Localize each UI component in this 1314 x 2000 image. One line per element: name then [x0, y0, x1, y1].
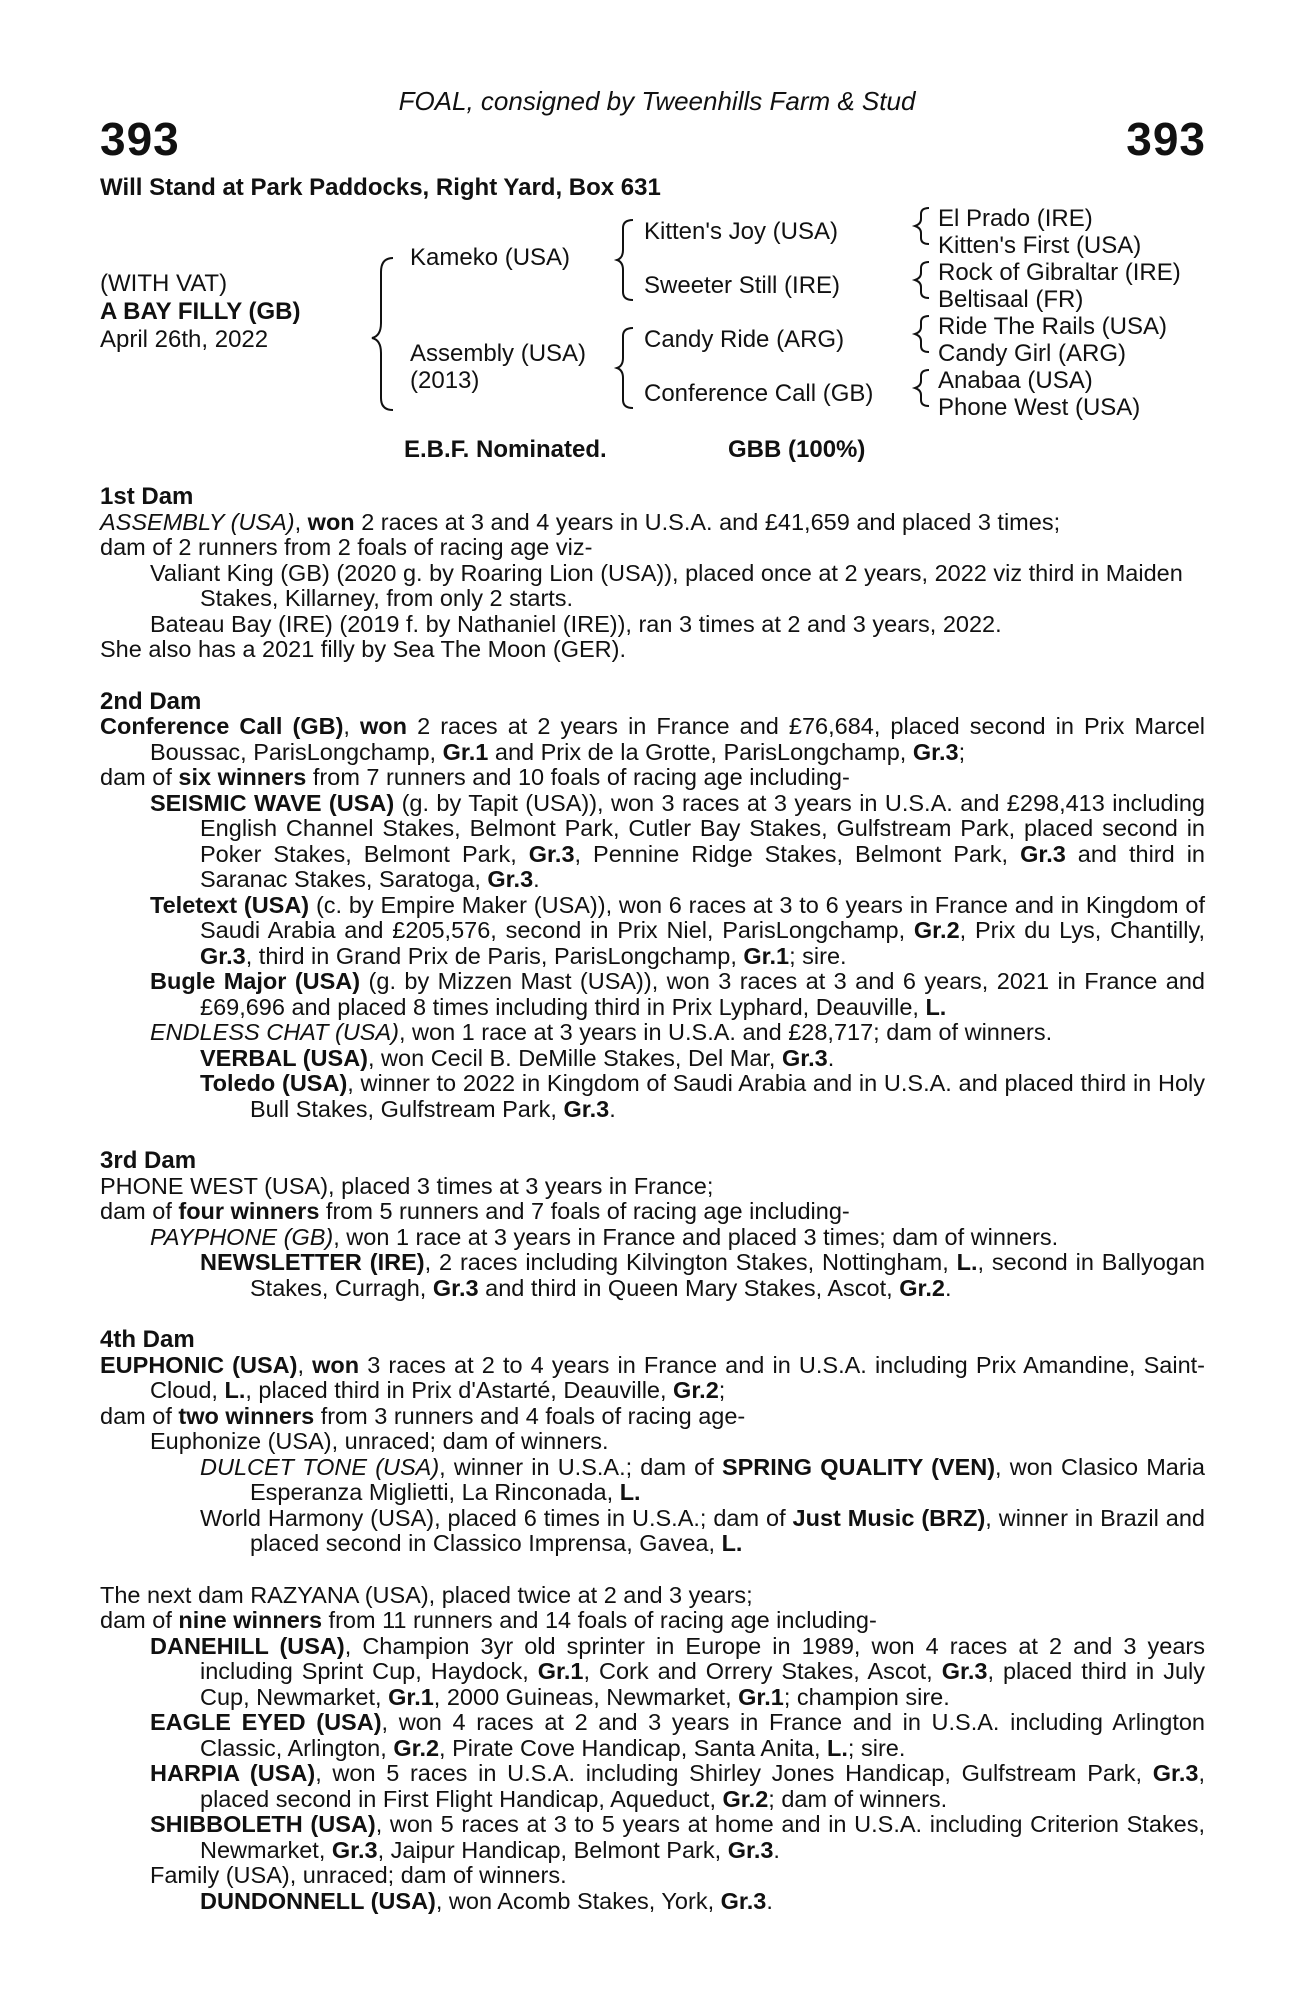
dam-sire: Candy Ride (ARG) — [644, 326, 845, 353]
third-dam-summary: PHONE WEST (USA), placed 3 times at 3 years in France; — [100, 1172, 714, 1199]
ancestor-4: Beltisaal (FR) — [938, 286, 1084, 313]
first-dam-produce: dam of 2 runners from 2 foals of racing age viz- — [100, 534, 593, 560]
fourth-dam-grandfoal-dulcet-tone: DULCET TONE (USA), winner in U.S.A.; dam of SPRING QUALITY (VEN), won Clasico Maria Esperanza Miglietti, La Rinconada, L. — [200, 1453, 1205, 1505]
next-dam-foal-harpia: HARPIA (USA), won 5 races in U.S.A. including Shirley Jones Handicap, Gulfstream Park, Gr.3, placed second in First Flight Handicap, Aqueduct, Gr.2; dam of winners. — [150, 1760, 1206, 1812]
second-dam-foal-teletext: Teletext (USA) (c. by Empire Maker (USA)), won 6 races at 3 to 6 years in France and in Kingdom of Saudi Arabia and £205,576, second in Prix Niel, ParisLongchamp, Gr.2, Prix du Lys, Chantilly, Gr.3, third in Grand Prix de Paris, ParisLongchamp, Gr.1; sire. — [150, 891, 1206, 969]
second-dam-grandfoal-verbal: VERBAL (USA), won Cecil B. DeMille Stakes, Del Mar, Gr.3. — [200, 1044, 835, 1071]
bracket-g1 — [915, 208, 929, 244]
second-dam-produce: dam of six winners from 7 runners and 10 foals of racing age including- — [100, 764, 850, 790]
ancestor-8: Phone West (USA) — [938, 394, 1141, 421]
fourth-dam-produce: dam of two winners from 3 runners and 4 foals of racing age- — [100, 1402, 746, 1429]
first-dam-note: She also has a 2021 filly by Sea The Moon (GER). — [100, 636, 626, 662]
bracket-g3 — [915, 316, 929, 352]
dam-year: (2013) — [410, 367, 480, 394]
first-dam-foal-1: Valiant King (GB) (2020 g. by Roaring Lion (USA)), placed once at 2 years, 2022 viz third in Maiden Stakes, Killarney, from only 2 starts. — [150, 559, 1183, 611]
second-dam-foal-seismic-wave: SEISMIC WAVE (USA) (g. by Tapit (USA)), won 3 races at 3 years in U.S.A. and £298,413 including English Channel Stakes, Belmont Park, Cutler Bay Stakes, Gulfstream Park, placed second in Poker Stakes, Belmont Park, Gr.3, Pennine Ridge Stakes, Belmont Park, Gr.3 and third in Saranac Stakes, Saratoga, Gr.3. — [150, 789, 1205, 892]
stand-location: Will Stand at Park Paddocks, Right Yard, Box 631 — [100, 174, 661, 201]
next-dam-foal-shibboleth: SHIBBOLETH (USA), won 5 races at 3 to 5 years at home and in U.S.A. including Criterion Stakes, Newmarket, Gr.3, Jaipur Handicap, Belmont Park, Gr.3. — [150, 1811, 1205, 1863]
ancestor-3: Rock of Gibraltar (IRE) — [938, 259, 1181, 286]
sire-dam: Sweeter Still (IRE) — [644, 272, 841, 299]
dam: Assembly (USA) — [410, 340, 587, 367]
bracket-g2 — [915, 262, 929, 298]
lot-name: A BAY FILLY (GB) — [100, 298, 301, 325]
fourth-dam-foal-euphonize: Euphonize (USA), unraced; dam of winners. — [150, 1428, 609, 1454]
catalogue-text — [100, 484, 1205, 1914]
second-dam-grandfoal-toledo: Toledo (USA), winner to 2022 in Kingdom of Saudi Arabia and in U.S.A. and placed third in Holy Bull Stakes, Gulfstream Park, Gr.3. — [200, 1070, 1205, 1122]
first-dam-foal-2: Bateau Bay (IRE) (2019 f. by Nathaniel (IRE)), ran 3 times at 2 and 3 years, 2022. — [150, 610, 1002, 637]
ancestor-5: Ride The Rails (USA) — [938, 313, 1167, 340]
ancestor-7: Anabaa (USA) — [938, 367, 1093, 394]
ebf-nominated: E.B.F. Nominated. — [404, 436, 607, 463]
sire-sire: Kitten's Joy (USA) — [644, 218, 838, 245]
vat-note: (WITH VAT) — [100, 270, 228, 297]
pedigree-brackets — [0, 0, 1314, 460]
foaling-date: April 26th, 2022 — [100, 326, 269, 353]
bracket-sire — [617, 220, 633, 300]
second-dam-summary: Conference Call (GB), won 2 races at 2 years in France and £76,684, placed second in Prix Marcel Boussac, ParisLongchamp, Gr.1 and Prix de la Grotte, ParisLongchamp, Gr.3; — [100, 713, 1205, 765]
fourth-dam-summary: EUPHONIC (USA), won 3 races at 2 to 4 years in France and in U.S.A. including Prix Amandine, Saint-Cloud, L., placed third in Prix d'Astarté, Deauville, Gr.2; — [100, 1351, 1206, 1403]
next-dam-foal-danehill: DANEHILL (USA), Champion 3yr old sprinter in Europe in 1989, won 4 races at 2 and 3 years including Sprint Cup, Haydock, Gr.1, Cork and Orrery Stakes, Ascot, Gr.3, placed third in July Cup, Newmarket, Gr.1, 2000 Guineas, Newmarket, Gr.1; champion sire. — [150, 1632, 1206, 1710]
lot-number-left: 393 — [100, 113, 180, 165]
third-dam-produce: dam of four winners from 5 runners and 7 foals of racing age including- — [100, 1198, 850, 1224]
next-dam-foal-eagle-eyed: EAGLE EYED (USA), won 4 races at 2 and 3 years in France and in U.S.A. including Arlington Classic, Arlington, Gr.2, Pirate Cove Handicap, Santa Anita, L.; sire. — [150, 1709, 1205, 1761]
second-dam-foal-bugle-major: Bugle Major (USA) (g. by Mizzen Mast (USA)), won 3 races at 3 and 6 years, 2021 in France and £69,696 and placed 8 times including third in Prix Lyphard, Deauville, L. — [150, 968, 1205, 1020]
fourth-dam-heading: 4th Dam — [100, 1326, 195, 1353]
next-dam-summary: The next dam RAZYANA (USA), placed twice at 2 and 3 years; — [100, 1581, 753, 1608]
dam-dam: Conference Call (GB) — [644, 380, 874, 407]
fourth-dam-grandfoal-world-harmony: World Harmony (USA), placed 6 times in U.S.A.; dam of Just Music (BRZ), winner in Brazil and placed second in Classico Imprensa, Gavea, L. — [200, 1504, 1205, 1556]
third-dam-foal-payphone: PAYPHONE (GB), won 1 race at 3 years in France and placed 3 times; dam of winners. — [150, 1223, 1059, 1250]
first-dam-summary: ASSEMBLY (USA), won 2 races at 3 and 4 years in U.S.A. and £41,659 and placed 3 times; — [100, 508, 1061, 535]
ancestor-2: Kitten's First (USA) — [938, 232, 1142, 259]
third-dam-grandfoal-newsletter: NEWSLETTER (IRE), 2 races including Kilvington Stakes, Nottingham, L., second in Ballyogan Stakes, Curragh, Gr.3 and third in Queen Mary Stakes, Ascot, Gr.2. — [200, 1249, 1205, 1301]
bracket-dam — [617, 328, 633, 408]
second-dam-foal-endless-chat: ENDLESS CHAT (USA), won 1 race at 3 years in U.S.A. and £28,717; dam of winners. — [150, 1019, 1053, 1045]
first-dam-heading: 1st Dam — [100, 483, 194, 510]
next-dam-produce: dam of nine winners from 11 runners and 14 foals of racing age including- — [100, 1607, 877, 1633]
second-dam-heading: 2nd Dam — [100, 687, 202, 715]
third-dam-heading: 3rd Dam — [100, 1147, 197, 1174]
bracket-main — [372, 258, 393, 410]
next-dam-grandfoal-dundonnell: DUNDONNELL (USA), won Acomb Stakes, York, Gr.3. — [200, 1887, 773, 1914]
bracket-g4 — [915, 370, 929, 406]
next-dam-foal-family: Family (USA), unraced; dam of winners. — [150, 1862, 567, 1888]
lot-number-right: 393 — [1126, 113, 1206, 165]
ancestor-1: El Prado (IRE) — [938, 205, 1093, 232]
consignor-line: FOAL, consigned by Tweenhills Farm & Stud — [398, 86, 916, 116]
ancestor-6: Candy Girl (ARG) — [938, 340, 1127, 367]
gbb-status: GBB (100%) — [728, 436, 866, 463]
sire: Kameko (USA) — [410, 244, 571, 271]
